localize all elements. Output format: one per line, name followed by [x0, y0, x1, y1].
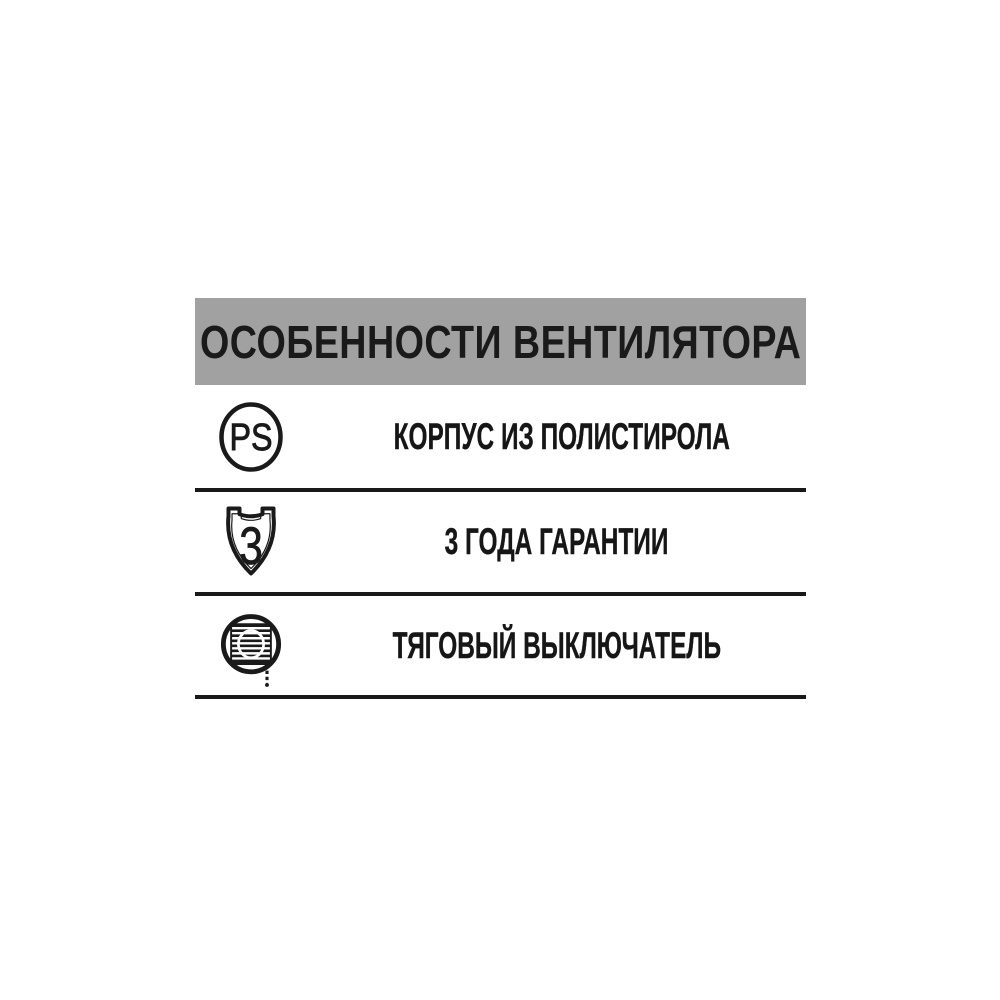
feature-row-pull-switch — [195, 596, 806, 699]
ps-circle-svg — [218, 401, 284, 473]
warranty-shield-icon — [195, 505, 307, 579]
features-block — [195, 298, 806, 699]
fan-svg — [219, 608, 283, 690]
feature-label-pull-switch: ТЯГОВЫЙ ВЫКЛЮЧАТЕЛЬ — [392, 624, 721, 666]
header-band — [195, 298, 806, 385]
feature-row-polystyrene — [195, 385, 806, 492]
ps-badge-text: PS — [229, 416, 273, 459]
fan-pull-cord-icon — [195, 602, 307, 690]
feature-label-warranty: 3 ГОДА ГАРАНТИИ — [444, 521, 669, 562]
shield-svg — [221, 505, 281, 579]
feature-label-polystyrene: КОРПУС ИЗ ПОЛИСТИРОЛА — [393, 415, 730, 457]
ps-polystyrene-circle-icon — [195, 401, 307, 473]
warranty-years-text: 3 — [239, 517, 263, 577]
feature-row-warranty — [195, 492, 806, 596]
page-title: ОСОБЕННОСТИ ВЕНТИЛЯТОРА — [199, 315, 802, 368]
